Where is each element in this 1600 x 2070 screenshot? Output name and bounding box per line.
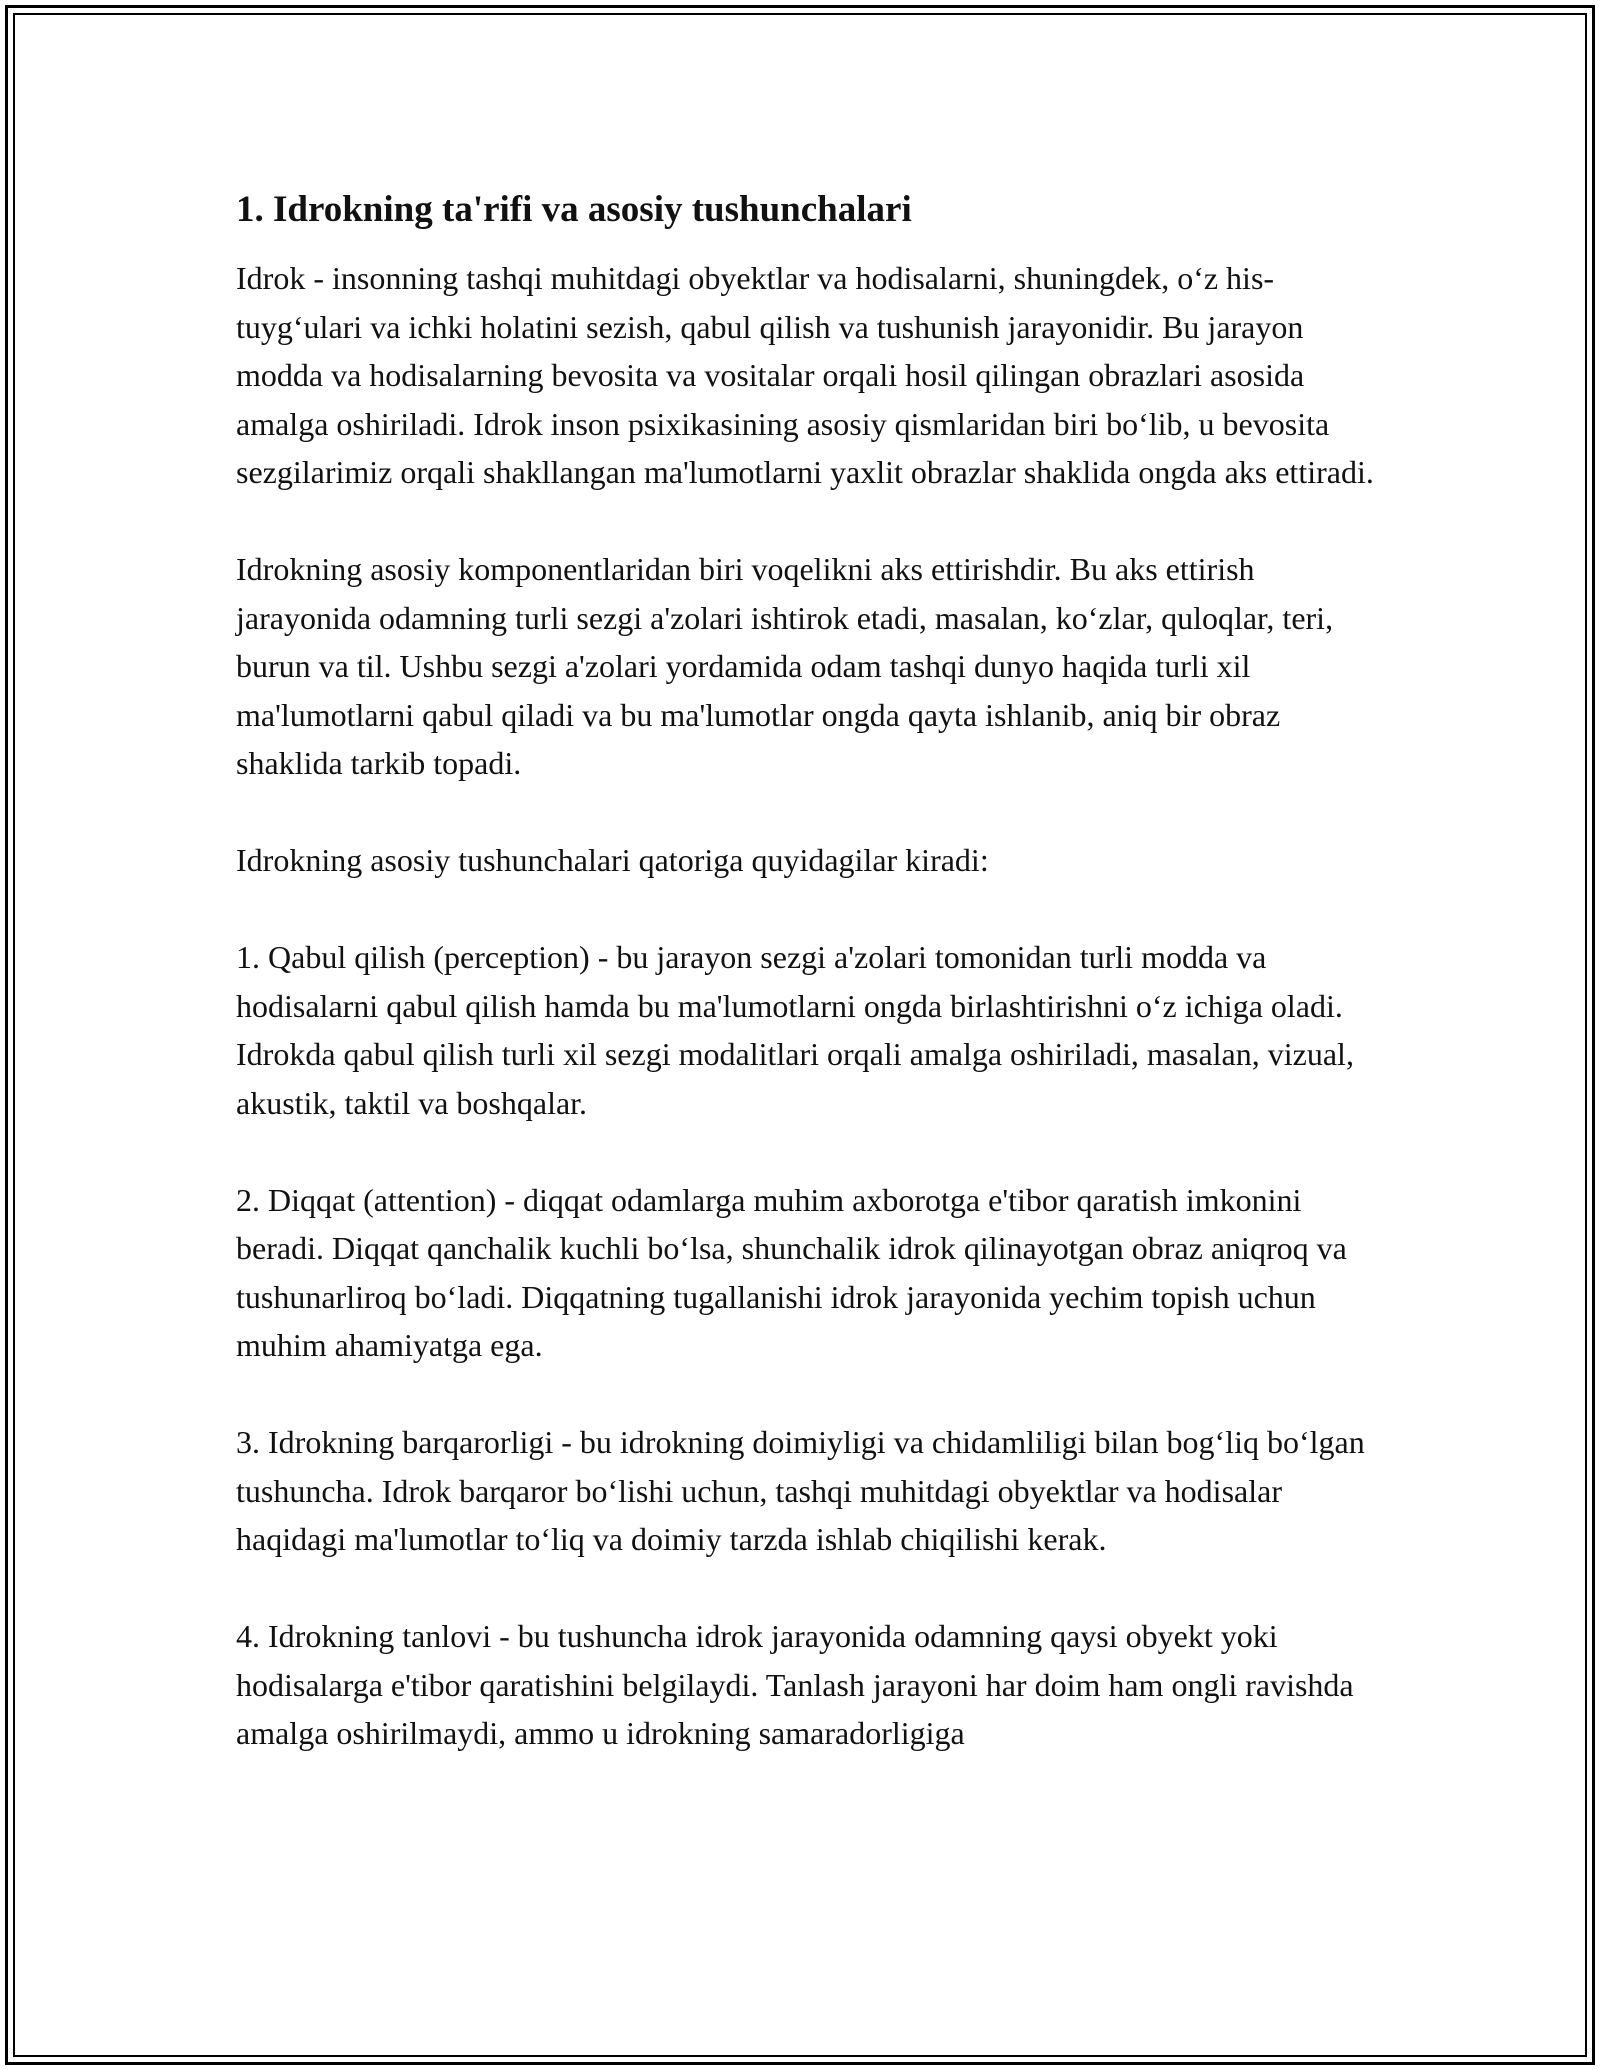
list-item-attention: 2. Diqqat (attention) - diqqat odamlarga muhim axborotga e'tibor qaratish imkonini beradi. Diqqat qanchalik kuchli bo‘lsa, shunchalik idrok qilinayotgan obraz aniqroq va tushunarliroq bo‘ladi. Diqqatning tugallanishi idrok jarayonida yechim topish uchun muhim ahamiyatga ega.	[236, 1181, 1347, 1363]
paragraph-components: Idrokning asosiy komponentlaridan biri voqelikni aks ettirishdir. Bu aks ettirish jarayonida odamning turli sezgi a'zolari ishtirok etadi, masalan, ko‘zlar, quloqlar, teri, burun va til. Ushbu sezgi a'zolari yordamida odam tashqi dunyo haqida turli xil ma'lumotlarni qabul qiladi va bu ma'lumotlar ongda qayta ishlanib, aniq bir obraz shaklida tarkib topadi.	[236, 551, 1334, 781]
paragraph-definition: Idrok - insonning tashqi muhitdagi obyektlar va hodisalarni, shuningdek, o‘z his-tuyg‘ulari va ichki holatini sezish, qabul qilish va tushunish jarayonidir. Bu jarayon modda va hodisalarning bevosita va vositalar orqali hosil qilingan obrazlari asosida amalga oshiriladi. Idrok inson psixikasining asosiy qismlaridan biri bo‘lib, u bevosita sezgilarimiz orqali shakllangan ma'lumotlarni yaxlit obrazlar shaklida ongda aks ettiradi.	[236, 260, 1374, 490]
document-body	[236, 186, 1386, 1806]
list-item-stability: 3. Idrokning barqarorligi - bu idrokning doimiyligi va chidamliligi bilan bog‘liq bo‘lgan tushuncha. Idrok barqaror bo‘lishi uchun, tashqi muhitdagi obyektlar va hodisalar haqidagi ma'lumotlar to‘liq va doimiy tarzda ishlab chiqilishi kerak.	[236, 1424, 1365, 1557]
list-item-selectivity: 4. Idrokning tanlovi - bu tushuncha idrok jarayonida odamning qaysi obyekt yoki hodisalarga e'tibor qaratishini belgilaydi. Tanlash jarayoni har doim ham ongli ravishda amalga oshirilmaydi, ammo u idrokning samaradorligiga	[236, 1618, 1354, 1751]
paragraph-concepts-intro: Idrokning asosiy tushunchalari qatoriga quyidagilar kiradi:	[236, 842, 989, 878]
section-heading: 1. Idrokning ta'rifi va asosiy tushunchalari	[236, 189, 912, 230]
list-item-perception: 1. Qabul qilish (perception) - bu jarayon sezgi a'zolari tomonidan turli modda va hodisalarni qabul qilish hamda bu ma'lumotlarni ongda birlashtirishni o‘z ichiga oladi. Idrokda qabul qilish turli xil sezgi modalitlari orqali amalga oshiriladi, masalan, vizual, akustik, taktil va boshqalar.	[236, 939, 1354, 1121]
